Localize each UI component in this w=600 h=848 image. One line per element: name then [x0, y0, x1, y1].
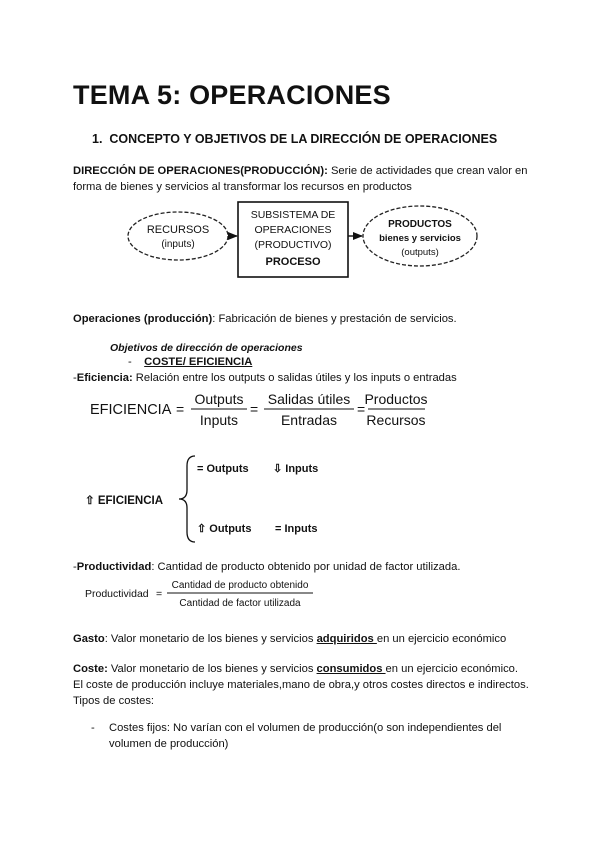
eficiencia-text: Relación entre los outputs o salidas útiles y los inputs o entradas: [132, 372, 457, 384]
inputs-title: RECURSOS: [146, 224, 210, 236]
productividad-term: Productividad: [76, 561, 152, 573]
formula-f3-den: Recursos: [366, 412, 426, 428]
coste-term: Coste:: [73, 663, 108, 675]
productividad-prefix: -: [73, 561, 77, 573]
formula-eq1: =: [176, 401, 185, 417]
brace: [179, 456, 195, 542]
gasto-emph: adquiridos: [316, 633, 377, 645]
process-line4: PROCESO: [265, 256, 321, 268]
formula-eq2: =: [250, 401, 259, 417]
formula-f1-num: Outputs: [194, 391, 244, 407]
formula-f1-den: Inputs: [199, 412, 239, 428]
prod-den: Cantidad de factor utilizada: [179, 598, 301, 609]
section-heading: [92, 132, 497, 146]
process-line2: OPERACIONES: [254, 224, 332, 236]
coste-text-after: en un ejercicio económico.: [385, 663, 519, 675]
costes-fijos-bullet: -: [91, 722, 95, 734]
objetivos-item-label: COSTE/ EFICIENCIA: [144, 356, 253, 368]
eficiencia-prefix: -: [73, 372, 77, 384]
prod-lhs: Productividad: [85, 588, 149, 600]
prod-num: Cantidad de producto obtenido: [171, 580, 309, 591]
coste-line2: El coste de producción incluye materiales,mano de obra,y otros costes directos e indirectos.: [73, 679, 529, 691]
formula-f2-den: Entradas: [280, 412, 338, 428]
coste-paragraph: [73, 661, 553, 709]
costes-fijos-item: [91, 720, 531, 752]
coste-emph: consumidos: [316, 663, 386, 675]
row1-right: ⇩ Inputs: [273, 463, 319, 475]
row2-left: ⇧ Outputs: [197, 523, 252, 535]
row2-right: = Inputs: [275, 523, 318, 535]
productividad-paragraph: [73, 559, 460, 575]
process-line1: SUBSISTEMA DE: [250, 209, 336, 221]
operaciones-term: Operaciones (producción): [73, 313, 213, 325]
formula-eq3: =: [357, 401, 366, 417]
coste-line3: Tipos de costes:: [73, 695, 155, 707]
inputs-ellipse: [128, 212, 228, 260]
operaciones-paragraph: [73, 311, 457, 327]
objetivos-bullet: -: [128, 356, 132, 368]
row1-left: = Outputs: [197, 463, 249, 475]
outputs-sub2: (outputs): [401, 247, 439, 258]
objetivos-heading: Objetivos de dirección de operaciones: [110, 342, 303, 354]
gasto-term: Gasto: [73, 633, 105, 645]
productividad-text: : Cantidad de producto obtenido por unidad de factor utilizada.: [151, 561, 461, 573]
outputs-title: PRODUCTOS: [388, 219, 452, 230]
definition-paragraph: [73, 163, 543, 195]
coste-text-before: Valor monetario de los bienes y servicios: [107, 663, 317, 675]
inputs-sub: (inputs): [161, 239, 195, 250]
page-title: TEMA 5: OPERACIONES: [73, 80, 391, 110]
operaciones-text: : Fabricación de bienes y prestación de servicios.: [212, 313, 457, 325]
gasto-paragraph: [73, 631, 506, 647]
objetivos-item: [128, 354, 252, 370]
aumento-eficiencia-diagram: [85, 452, 365, 546]
costes-fijos-line1: Costes fijos: No varían con el volumen de producción(o son independientes del: [109, 722, 502, 734]
costes-fijos-line2: volumen de producción): [109, 738, 229, 750]
process-line3: (PRODUCTIVO): [254, 239, 332, 251]
section-number: 1.: [92, 132, 103, 146]
eficiencia-term: Eficiencia:: [76, 372, 133, 384]
eficiencia-formula: [90, 386, 450, 434]
definition-term: DIRECCIÓN DE OPERACIONES(PRODUCCIÓN):: [73, 165, 328, 177]
formula-f3-num: Productos: [364, 391, 428, 407]
formula-f2-num: Salidas útiles: [267, 391, 351, 407]
formula-lhs: EFICIENCIA: [90, 402, 172, 418]
productividad-formula: [85, 576, 325, 612]
gasto-text-after: en un ejercicio económico: [376, 633, 507, 645]
eficiencia-paragraph: [73, 370, 457, 386]
outputs-sub1: bienes y servicios: [379, 233, 461, 244]
prod-eq: =: [156, 588, 163, 600]
section-text: CONCEPTO Y OBJETIVOS DE LA DIRECCIÓN DE OPERACIONES: [109, 132, 498, 146]
process-diagram: [120, 196, 520, 286]
definition-line1: Serie de actividades que crean valor en: [327, 165, 528, 177]
definition-line2: forma de bienes y servicios al transformar los recursos en productos: [73, 181, 412, 193]
gasto-text-before: : Valor monetario de los bienes y servicios: [104, 633, 317, 645]
aumento-label: ⇧ EFICIENCIA: [85, 495, 164, 507]
